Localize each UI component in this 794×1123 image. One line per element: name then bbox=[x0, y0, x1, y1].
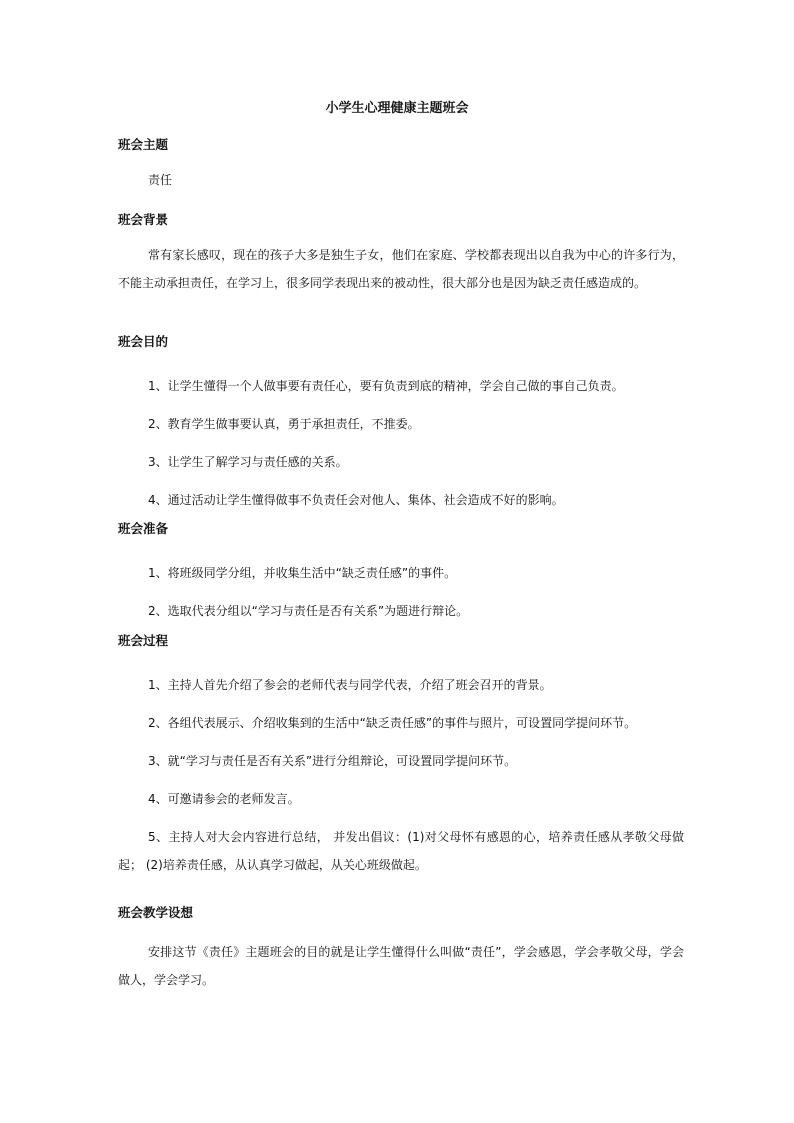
paragraph: 1、将班级同学分组，并收集生活中“缺乏责任感”的事件。 bbox=[148, 566, 457, 580]
section-purpose bbox=[118, 333, 684, 514]
paragraph: 安排这节《责任》主题班会的目的就是让学生懂得什么叫做“责任”，学会感恩，学会孝敬父母，学会做人，学会学习。 bbox=[118, 945, 684, 987]
section-heading: 班会背景 bbox=[118, 212, 169, 227]
paragraph: 5、主持人对大会内容进行总结， 并发出倡议：(1)对父母怀有感恩的心，培养责任感从孝敬父母做起； (2)培养责任感，从认真学习做起，从关心班级做起。 bbox=[118, 830, 684, 872]
paragraph: 1、主持人首先介绍了参会的老师代表与同学代表，介绍了班会召开的背景。 bbox=[148, 678, 552, 692]
paragraph: 2、各组代表展示、介绍收集到的生活中“缺乏责任感”的事件与照片，可设置同学提问环节。 bbox=[148, 716, 637, 730]
section-heading: 班会主题 bbox=[118, 137, 169, 152]
paragraph: 2、教育学生做事要认真，勇于承担责任，不推委。 bbox=[148, 417, 420, 431]
paragraph: 4、通过活动让学生懂得做事不负责任会对他人、集体、社会造成不好的影响。 bbox=[148, 493, 564, 507]
paragraph: 1、让学生懂得一个人做事要有责任心，要有负责到底的精神，学会自己做的事自己负责。 bbox=[148, 379, 624, 393]
section-heading: 班会教学设想 bbox=[118, 905, 194, 920]
section-teaching-idea bbox=[118, 904, 684, 994]
paragraph: 责任 bbox=[148, 173, 173, 187]
section-process bbox=[118, 632, 684, 879]
paragraph: 3、让学生了解学习与责任感的关系。 bbox=[148, 455, 348, 469]
document-title: 小学生心理健康主题班会 bbox=[325, 101, 469, 116]
section-heading: 班会过程 bbox=[118, 633, 169, 648]
section-theme bbox=[118, 136, 684, 194]
section-preparation bbox=[118, 520, 684, 625]
paragraph: 常有家长感叹，现在的孩子大多是独生子女，他们在家庭、学校都表现出以自我为中心的许多行为，不能主动承担责任，在学习上，很多同学表现出来的被动性，很大部分也是因为缺乏责任感造成的。 bbox=[118, 248, 684, 290]
section-background bbox=[118, 211, 684, 297]
paragraph: 3、就“学习与责任是否有关系”进行分组辩论，可设置同学提问环节。 bbox=[148, 754, 517, 768]
paragraph: 2、选取代表分组以“学习与责任是否有关系”为题进行辩论。 bbox=[148, 604, 469, 618]
section-heading: 班会目的 bbox=[118, 334, 169, 349]
paragraph: 4、可邀请参会的老师发言。 bbox=[148, 792, 300, 806]
section-heading: 班会准备 bbox=[118, 521, 169, 536]
